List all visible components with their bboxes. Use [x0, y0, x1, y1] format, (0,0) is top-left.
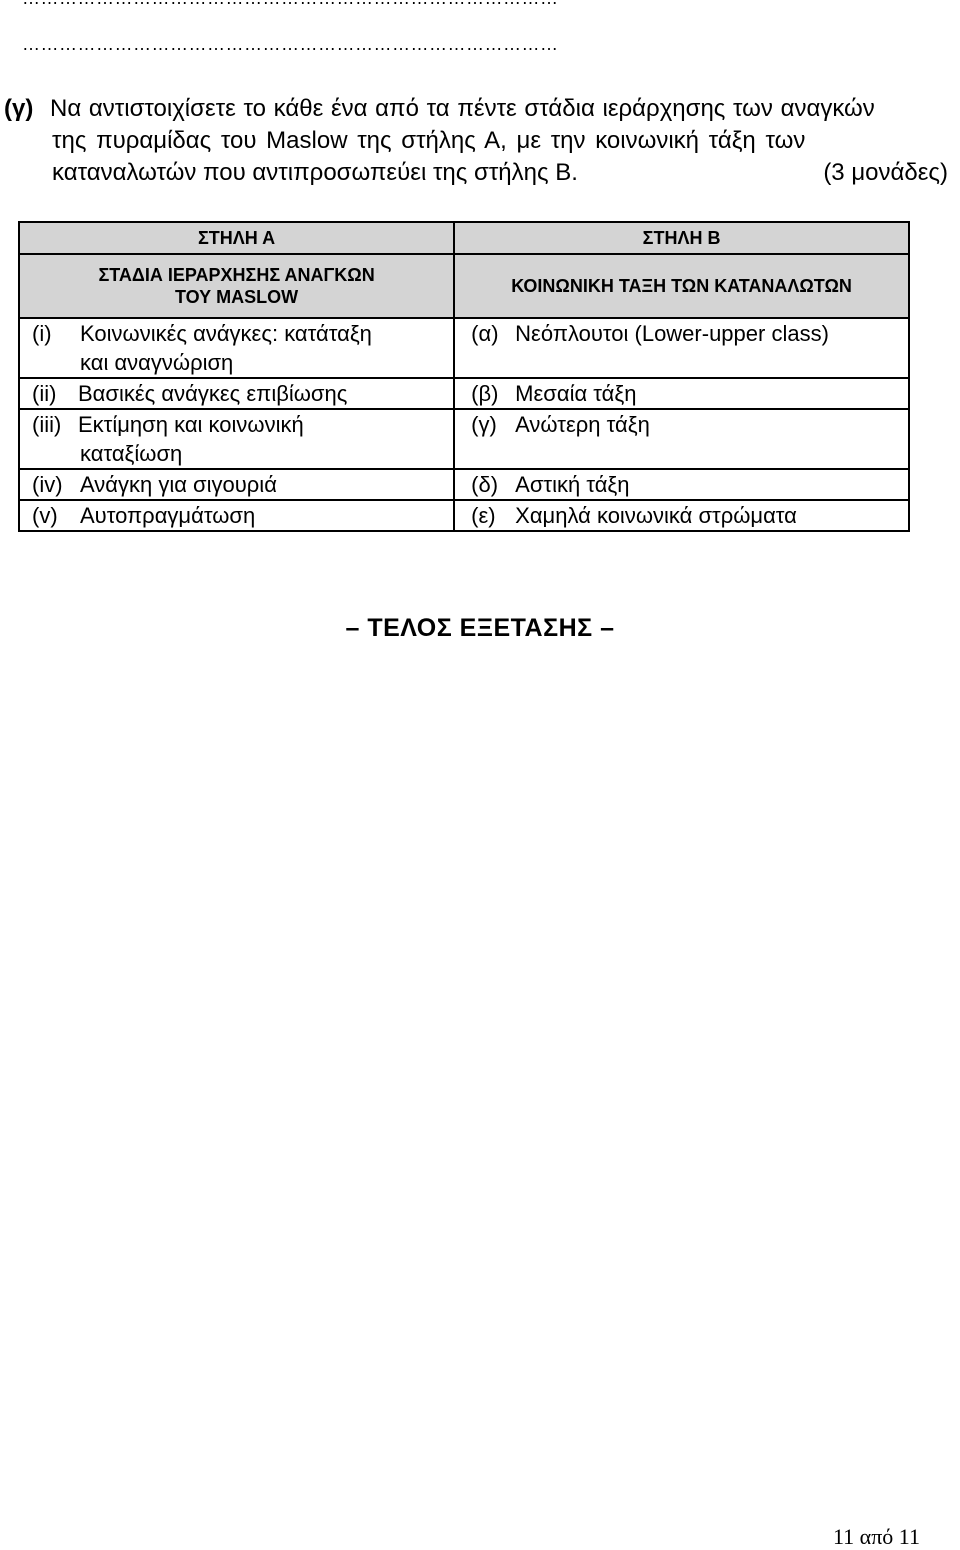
item-letter: (γ)	[471, 412, 497, 437]
table-row	[19, 378, 909, 409]
column-b-cell	[454, 318, 909, 378]
column-b-cell	[454, 500, 909, 531]
end-of-exam: – ΤΕΛΟΣ ΕΞΕΤΑΣΗΣ –	[345, 614, 615, 642]
column-b-cell	[454, 469, 909, 500]
item-text: Χαμηλά κοινωνικά στρώματα	[515, 503, 797, 528]
item-text: Αυτοπραγμάτωση	[80, 503, 256, 528]
item-text: Νεόπλουτοι (Lower-upper class)	[515, 321, 829, 346]
column-b-subtitle: ΚΟΙΝΩΝΙΚΗ ΤΑΞΗ ΤΩΝ ΚΑΤΑΝΑΛΩΤΩΝ	[454, 254, 909, 318]
answer-dotted-line: ……………………………………………………………………………	[22, 34, 559, 54]
item-letter: (ε)	[471, 503, 496, 528]
item-number: (iv)	[32, 472, 63, 497]
item-text: Κοινωνικές ανάγκες: κατάταξη	[80, 321, 372, 346]
item-text: Ανώτερη τάξη	[515, 412, 650, 437]
table-row	[19, 500, 909, 531]
table-row	[19, 409, 909, 469]
column-a-subtitle-line: ΣΤΑΔΙΑ ΙΕΡΑΡΧΗΣΗΣ ΑΝΑΓΚΩΝ	[98, 265, 375, 285]
table-row	[19, 318, 909, 378]
column-b-title: ΣΤΗΛΗ Β	[454, 222, 909, 254]
column-a-cell	[19, 318, 454, 378]
column-b-cell	[454, 378, 909, 409]
item-text: Μεσαία τάξη	[515, 381, 637, 406]
item-text-continued: καταξίωση	[80, 441, 183, 466]
question-text-line: καταναλωτών που αντιπροσωπεύει της στήλης Β.	[52, 159, 578, 186]
table-row	[19, 469, 909, 500]
item-letter: (δ)	[471, 472, 499, 497]
item-text: Αστική τάξη	[515, 472, 630, 497]
column-a-title: ΣΤΗΛΗ Α	[19, 222, 454, 254]
item-text: Βασικές ανάγκες επιβίωσης	[78, 381, 348, 406]
item-text: Ανάγκη για σιγουριά	[80, 472, 277, 497]
item-letter: (α)	[471, 321, 499, 346]
column-b-cell	[454, 409, 909, 469]
question-points: (3 μονάδες)	[823, 159, 948, 186]
answer-dotted-line	[22, 0, 559, 9]
page-number: 11 από 11	[832, 1524, 920, 1549]
question-text-line: της πυραμίδας του Maslow της στήλης Α, με την κοινωνική τάξη των	[52, 127, 806, 154]
item-number: (v)	[32, 503, 58, 528]
column-a-cell	[19, 409, 454, 469]
column-a-cell	[19, 469, 454, 500]
question-text-line: Να αντιστοιχίσετε το κάθε ένα από τα πέντε στάδια ιεράρχησης των αναγκών	[50, 95, 875, 122]
question-label: (γ)	[4, 95, 34, 122]
column-a-cell	[19, 378, 454, 409]
item-letter: (β)	[471, 381, 499, 406]
column-a-subtitle	[19, 254, 454, 318]
matching-table	[18, 221, 910, 532]
item-number: (ii)	[32, 381, 57, 406]
column-a-subtitle-line: ΤΟΥ MASLOW	[174, 287, 299, 307]
item-number: (i)	[32, 321, 52, 346]
question-gamma	[0, 93, 948, 189]
item-number: (iii)	[32, 412, 62, 437]
item-text-continued: και αναγνώριση	[80, 350, 234, 375]
column-a-cell	[19, 500, 454, 531]
item-text: Εκτίμηση και κοινωνική	[78, 412, 304, 437]
